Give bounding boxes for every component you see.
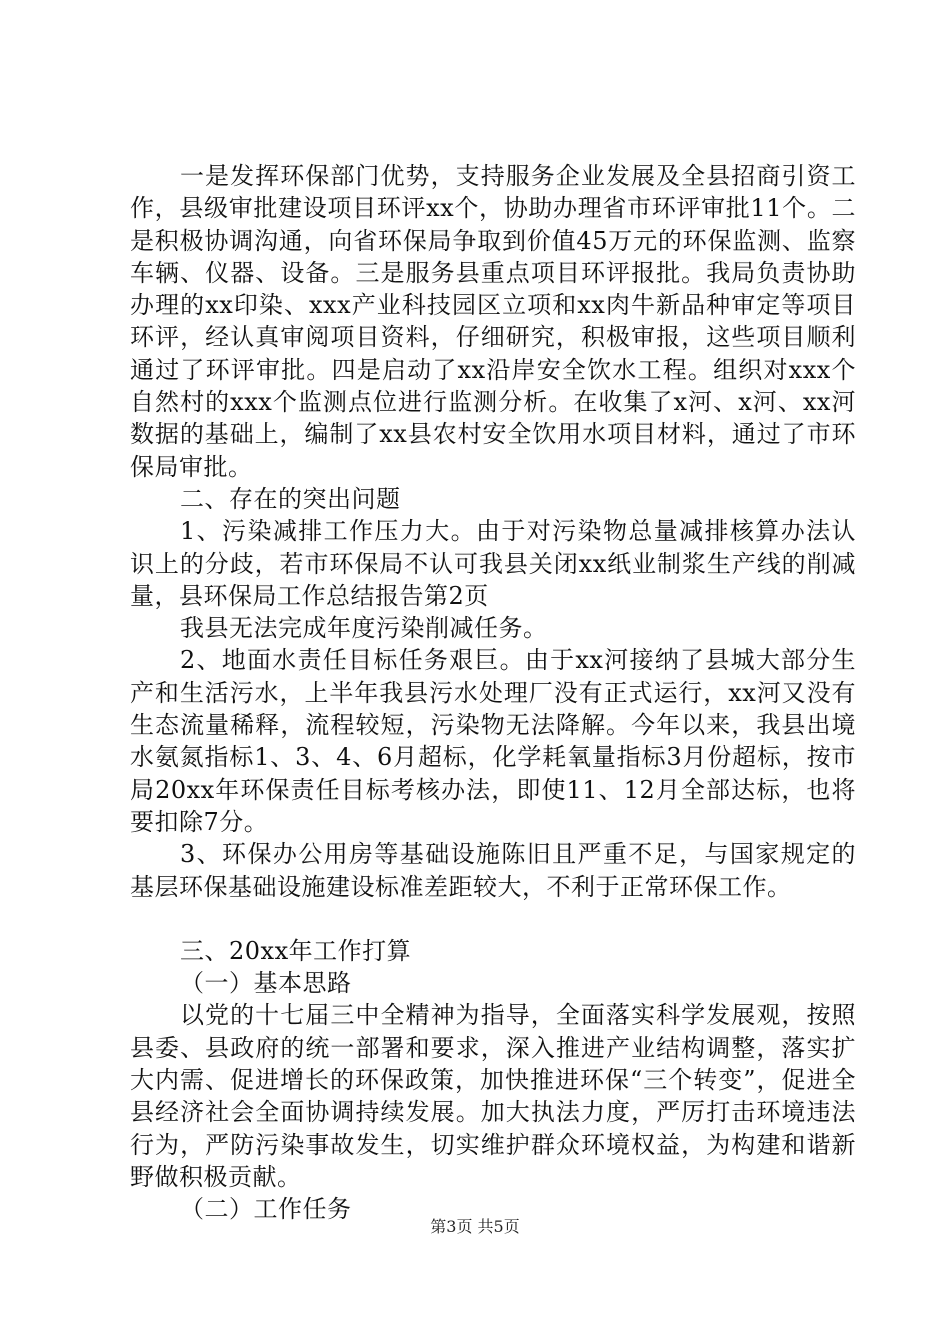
subheading-basic-ideas: （一）基本思路: [180, 969, 352, 998]
paragraph-problem-3: 3、环保办公用房等基础设施陈旧且严重不足，与国家规定的基层环保基础设施建设标准差距较大，不利于正常环保工作。: [130, 840, 856, 901]
paragraph-problem-1-continued: 我县无法完成年度污染削减任务。: [180, 614, 548, 643]
subheading-work-tasks: （二）工作任务: [180, 1195, 352, 1224]
heading-work-plan: 三、20xx年工作打算: [180, 936, 412, 965]
paragraph-problem-2: 2、地面水责任目标任务艰巨。由于xx河接纳了县城大部分生产和生活污水，上半年我县污水处理厂没有正式运行，xx河又没有生态流量稀释，流程较短，污染物无法降解。今年以来，我县出境水氨氮指标1、3、4、6月超标，化学耗氧量指标3月份超标，按市局20xx年环保责任目标考核办法，即使11、12月全部达标，也将要扣除7分。: [130, 646, 856, 836]
paragraph-basic-ideas: 以党的十七届三中全精神为指导，全面落实科学发展观，按照县委、县政府的统一部署和要求，深入推进产业结构调整，落实扩大内需、促进增长的环保政策，加快推进环保“三个转变”，促进全县经济社会全面协调持续发展。加大执法力度，严厉打击环境违法行为，严防污染事故发生，切实维护群众环境权益，为构建和谐新野做积极贡献。: [130, 1001, 856, 1191]
paragraph-achievements: 一是发挥环保部门优势，支持服务企业发展及全县招商引资工作，县级审批建设项目环评xx个，协助办理省市环评审批11个。二是积极协调沟通，向省环保局争取到价值45万元的环保监测、监察车辆、仪器、设备。三是服务县重点项目环评报批。我局负责协助办理的xx印染、xxx产业科技园区立项和xx肉牛新品种审定等项目环评，经认真审阅项目资料，仔细研究，积极审报，这些项目顺利通过了环评审批。四是启动了xx沿岸安全饮水工程。组织对xxx个自然村的xxx个监测点位进行监测分析。在收集了x河、x河、xx河数据的基础上，编制了xx县农村安全饮用水项目材料，通过了市环保局审批。: [130, 162, 856, 481]
paragraph-problem-1: 1、污染减排工作压力大。由于对污染物总量减排核算办法认识上的分歧，若市环保局不认可我县关闭xx纸业制浆生产线的削减量，县环保局工作总结报告第2页: [130, 517, 856, 610]
document-body: [130, 160, 856, 1226]
page-number-footer: 第3页 共5页: [430, 1217, 520, 1236]
heading-problems: 二、存在的突出问题: [180, 484, 401, 513]
